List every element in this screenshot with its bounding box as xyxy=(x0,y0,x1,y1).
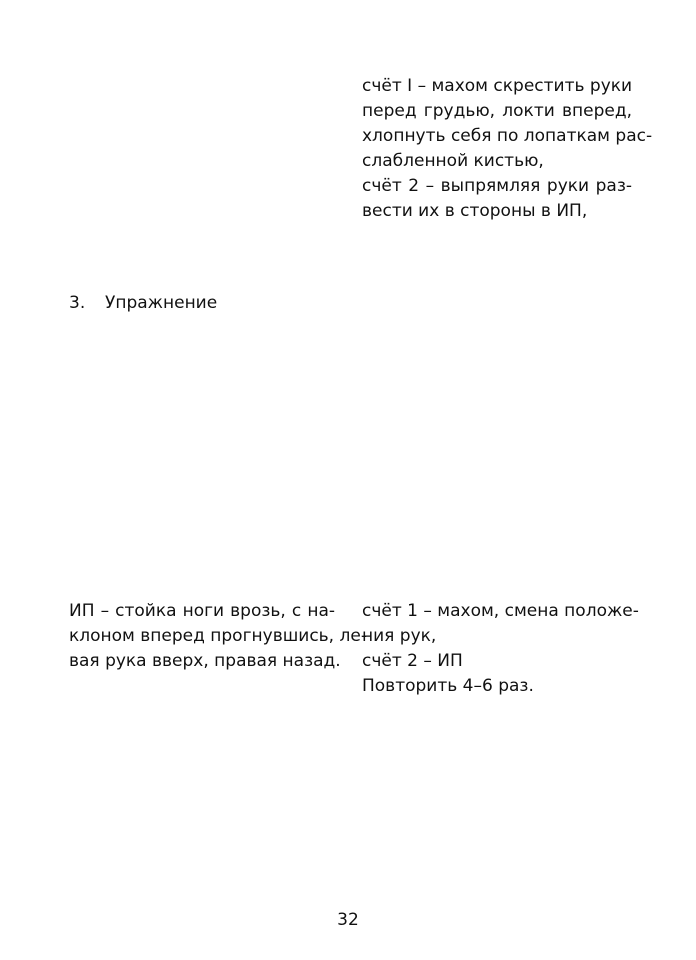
text-line: хлопнуть себя по лопаткам рас- xyxy=(362,126,653,146)
section-heading xyxy=(69,291,217,316)
text-line: счёт I – махом скрестить руки xyxy=(362,76,633,96)
exercise-3-instructions xyxy=(362,599,639,699)
starting-position-description xyxy=(69,599,367,674)
section-number: 3. xyxy=(69,293,86,313)
section-title: Упражнение xyxy=(105,293,218,313)
text-line: счёт 2 – ИП xyxy=(362,651,463,671)
text-line: Повторить 4–6 раз. xyxy=(362,676,534,696)
text-line: ния рук, xyxy=(362,626,437,646)
text-line: вая рука вверх, правая назад. xyxy=(69,651,341,671)
text-line: счёт 1 – махом, смена положе- xyxy=(362,601,639,621)
text-line: ИП – стойка ноги врозь, с на- xyxy=(69,601,335,621)
text-line: клоном вперед прогнувшись, ле- xyxy=(69,626,367,646)
exercise-2-instructions xyxy=(362,74,653,224)
text-line: перед грудью, локти вперед, xyxy=(362,101,632,121)
text-line: слабленной кистью, xyxy=(362,151,544,171)
text-line: вести их в стороны в ИП, xyxy=(362,201,588,221)
text-line: счёт 2 – выпрямляя руки раз- xyxy=(362,176,632,196)
page-number: 32 xyxy=(337,910,359,930)
